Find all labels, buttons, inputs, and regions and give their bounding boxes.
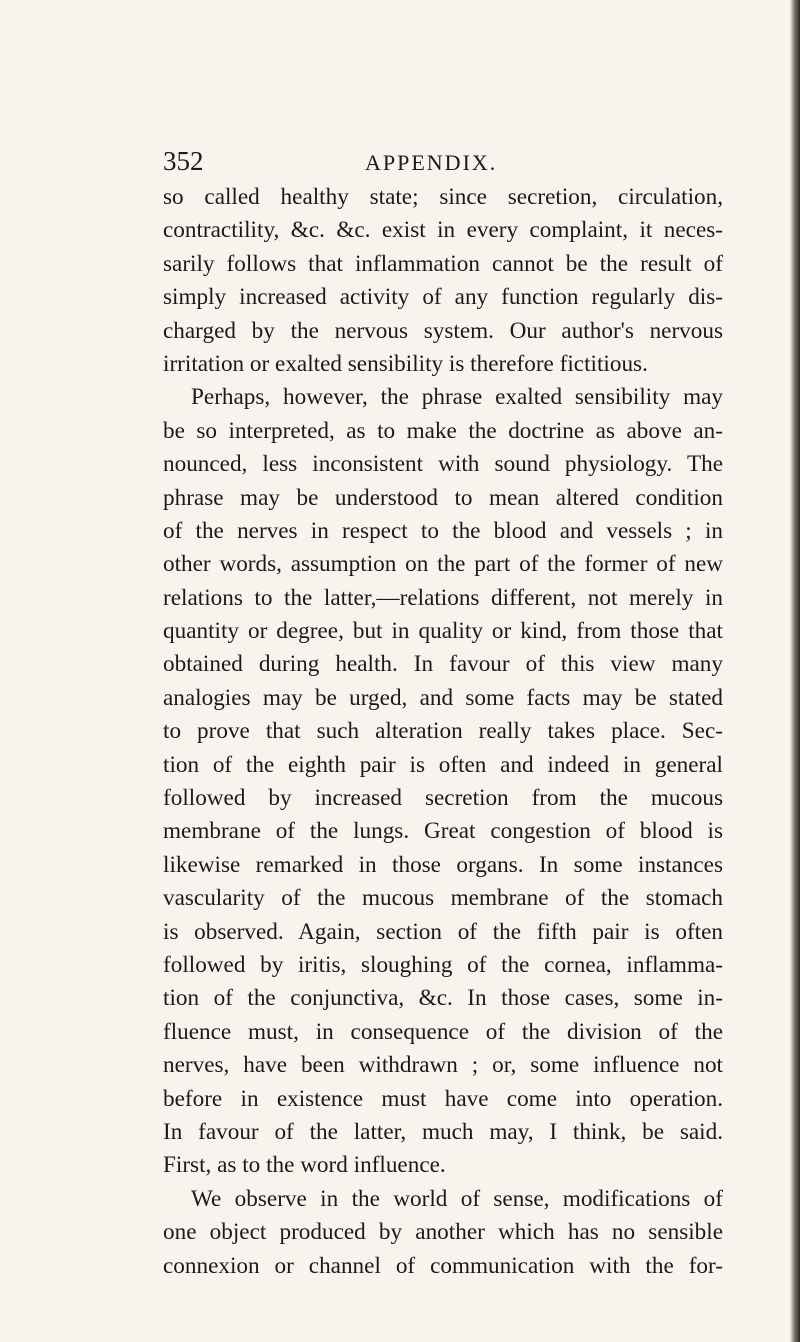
text-line: Perhaps, however, the phrase exalted sensibility may <box>191 384 723 411</box>
text-line: vascularity of the mucous membrane of the stomach <box>163 885 723 912</box>
text-line: irritation or exalted sensibility is therefore fictitious. <box>163 350 648 377</box>
running-head: APPENDIX. <box>365 150 498 175</box>
text-line: other words, assumption on the part of the former of new <box>163 551 723 578</box>
text-line: to prove that such alteration really takes place. Sec- <box>163 718 723 745</box>
text-line: membrane of the lungs. Great congestion of blood is <box>163 818 723 845</box>
text-line: be so interpreted, as to make the doctrine as above an- <box>163 417 723 444</box>
body-text <box>163 181 723 1283</box>
text-line: followed by increased secretion from the mucous <box>163 785 723 812</box>
text-line: tion of the eighth pair is often and indeed in general <box>163 751 723 778</box>
text-line: obtained during health. In favour of this view many <box>163 651 723 678</box>
text-line: followed by iritis, sloughing of the cornea, inflamma- <box>163 951 723 978</box>
text-line: tion of the conjunctiva, &c. In those cases, some in- <box>163 985 723 1012</box>
text-line: relations to the latter,—relations different, not merely in <box>163 584 723 611</box>
text-line: is observed. Again, section of the fifth pair is often <box>163 918 723 945</box>
text-line: before in existence must have come into operation. <box>163 1085 723 1112</box>
text-line: connexion or channel of communication with the for- <box>163 1252 723 1279</box>
text-line: quantity or degree, but in quality or kind, from those that <box>163 618 723 645</box>
text-line: We observe in the world of sense, modifications of <box>191 1185 723 1212</box>
text-line: nerves, have been withdrawn ; or, some influence not <box>163 1052 723 1079</box>
text-line: phrase may be understood to mean altered condition <box>163 484 723 511</box>
text-line: one object produced by another which has no sensible <box>163 1219 723 1246</box>
page-header <box>163 146 723 186</box>
text-line: nounced, less inconsistent with sound physiology. The <box>163 451 723 478</box>
page-edge-shadow <box>790 0 800 1342</box>
text-line: analogies may be urged, and some facts may be stated <box>163 684 723 711</box>
text-line: of the nerves in respect to the blood and vessels ; in <box>163 517 723 544</box>
text-line: likewise remarked in those organs. In some instances <box>163 851 723 878</box>
text-line: so called healthy state; since secretion, circulation, <box>163 184 723 210</box>
text-line: simply increased activity of any function regularly dis- <box>163 284 723 311</box>
text-line: contractility, &c. &c. exist in every complaint, it neces- <box>163 217 723 244</box>
text-line: charged by the nervous system. Our author's nervous <box>163 317 723 344</box>
page-number: 352 <box>163 146 204 176</box>
text-line: fluence must, in consequence of the division of the <box>163 1018 723 1045</box>
text-line: sarily follows that inflammation cannot be the result of <box>163 250 723 277</box>
text-line: First, as to the word influence. <box>163 1152 446 1179</box>
text-line: In favour of the latter, much may, I think, be said. <box>163 1118 723 1145</box>
